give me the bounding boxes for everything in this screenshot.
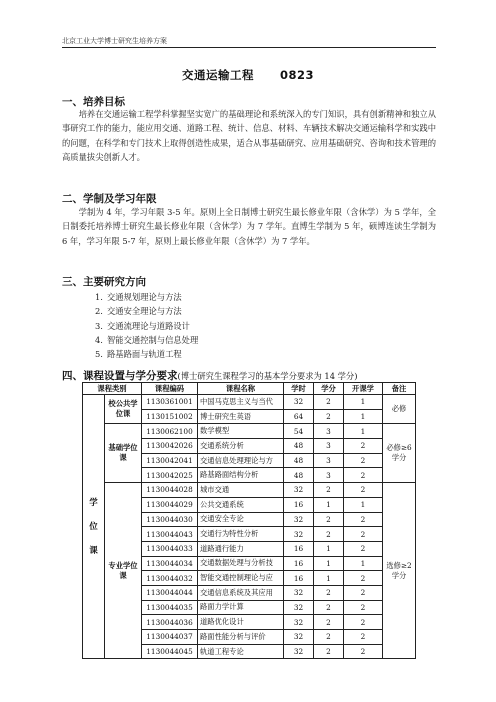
course-hours: 48 — [284, 453, 314, 468]
course-code: 1130044035 — [142, 600, 198, 615]
direction-number: 5. — [95, 349, 103, 360]
category-degree-course: 学 位 课 — [83, 395, 105, 659]
course-hours: 48 — [284, 439, 314, 454]
page-title — [0, 67, 496, 83]
remark-basic: 必修≥6学分 — [383, 424, 416, 483]
course-credits: 2 — [314, 600, 344, 615]
header-category: 课程类别 — [83, 383, 142, 395]
course-code: 1130062100 — [142, 424, 198, 439]
courses-heading-text: 四、课程设置与学分要求 — [62, 370, 178, 382]
course-name: 道路通行能力 — [198, 541, 284, 556]
course-credits: 1 — [314, 541, 344, 556]
section-heading-duration: 二、学制及学习年限 — [62, 193, 157, 205]
header-name: 课程名称 — [198, 383, 284, 395]
course-hours: 32 — [284, 600, 314, 615]
course-hours: 54 — [284, 424, 314, 439]
direction-number: 2. — [95, 306, 103, 317]
course-hours: 16 — [284, 571, 314, 586]
course-name: 博士研究生英语 — [198, 409, 284, 424]
course-code: 1130042025 — [142, 468, 198, 483]
research-direction-item — [95, 347, 198, 361]
course-hours: 64 — [284, 409, 314, 424]
header-credits: 学分 — [314, 383, 344, 395]
course-credits: 3 — [314, 424, 344, 439]
research-direction-list — [95, 290, 198, 361]
course-hours: 32 — [284, 527, 314, 542]
direction-label: 交通规划理论与方法 — [107, 292, 182, 302]
course-semester: 2 — [344, 600, 383, 615]
course-code: 1130044037 — [142, 630, 198, 645]
header-rule — [62, 47, 436, 48]
header-hours: 学时 — [284, 383, 314, 395]
course-semester: 1 — [344, 556, 383, 571]
credit-requirement-note: (博士研究生课程学习的基本学分要求为 14 学分) — [177, 371, 358, 381]
course-hours: 32 — [284, 644, 314, 659]
course-semester: 1 — [344, 409, 383, 424]
course-hours: 32 — [284, 512, 314, 527]
course-code: 1130044028 — [142, 483, 198, 498]
research-direction-item — [95, 290, 198, 304]
direction-number: 1. — [95, 292, 103, 302]
remark-major: 选修≥2学分 — [383, 483, 416, 659]
group-public: 校公共学位课 — [105, 395, 142, 424]
course-hours: 16 — [284, 497, 314, 512]
course-code: 1130044045 — [142, 644, 198, 659]
course-code: 1130044036 — [142, 615, 198, 630]
course-semester: 2 — [344, 644, 383, 659]
course-name: 交通行为特性分析 — [198, 527, 284, 542]
course-credits: 1 — [314, 571, 344, 586]
group-basic: 基础学位课 — [105, 424, 142, 483]
course-code: 1130151002 — [142, 409, 198, 424]
course-hours: 16 — [284, 556, 314, 571]
course-semester: 2 — [344, 541, 383, 556]
course-semester: 2 — [344, 512, 383, 527]
course-credits: 2 — [314, 483, 344, 498]
page-header: 北京工业大学博士研究生培养方案 — [62, 37, 167, 45]
direction-number: 4. — [95, 334, 103, 345]
course-code: 1130044032 — [142, 571, 198, 586]
section-heading-courses — [62, 368, 357, 383]
course-hours: 48 — [284, 468, 314, 483]
course-semester: 2 — [344, 615, 383, 630]
direction-label: 交通流理论与道路设计 — [107, 320, 190, 331]
course-name: 道路优化设计 — [198, 615, 284, 630]
course-name: 交通安全专论 — [198, 512, 284, 527]
course-code: 1130044030 — [142, 512, 198, 527]
course-code: 1130044034 — [142, 556, 198, 571]
course-hours: 32 — [284, 395, 314, 410]
course-credits: 2 — [314, 630, 344, 645]
course-hours: 32 — [284, 630, 314, 645]
header-code: 课程编码 — [142, 383, 198, 395]
course-credits: 2 — [314, 512, 344, 527]
course-semester: 2 — [344, 571, 383, 586]
direction-label: 智能交通控制与信息处理 — [107, 334, 199, 345]
course-code: 1130044033 — [142, 541, 198, 556]
course-name: 路基路面结构分析 — [198, 468, 284, 483]
course-credits: 2 — [314, 585, 344, 600]
course-credits: 2 — [314, 527, 344, 542]
course-semester: 2 — [344, 585, 383, 600]
course-name: 交通数据处理与分析技 — [198, 556, 284, 571]
course-code: 1130042026 — [142, 439, 198, 454]
header-semester: 开课学 — [344, 383, 383, 395]
course-name: 交通系统分析 — [198, 439, 284, 454]
course-semester: 2 — [344, 527, 383, 542]
course-hours: 32 — [284, 483, 314, 498]
course-credits: 1 — [314, 497, 344, 512]
course-credits: 2 — [314, 644, 344, 659]
course-table — [82, 382, 416, 659]
course-credits: 2 — [314, 395, 344, 410]
course-hours: 32 — [284, 585, 314, 600]
duration-paragraph: 学制为 4 年，学习年限 3-5 年。原则上全日制博士研究生最长修业年限（含休学）为 5 学年，全日制委托培养博士研究生最长修业年限（含休学）为 7 学年。直博生学制为 5 年，硕博连读生学制为 6 年，学习年限 5-7 年，原则上最长修业年限（含休学）为 7 学年。 — [62, 207, 436, 246]
course-name: 城市交通 — [198, 483, 284, 498]
course-code: 1130044029 — [142, 497, 198, 512]
course-name: 交通信息系统及其应用 — [198, 585, 284, 600]
course-code: 1130044044 — [142, 585, 198, 600]
course-semester: 1 — [344, 395, 383, 410]
direction-number: 3. — [95, 320, 103, 331]
course-code: 1130361001 — [142, 395, 198, 410]
section-heading-goal: 一、培养目标 — [62, 96, 125, 108]
goal-paragraph: 培养在交通运输工程学科掌握坚实宽广的基础理论和系统深入的专门知识，具有创新精神和独立从事研究工作的能力，能应用交通、道路工程、统计、信息、材料、车辆技术解决交通运输科学和实践中的问题，在科学和专门技术上取得创造性成果，适合从事基础研究、应用基础研究、咨询和技术管理的高质量拔尖创新人才。 — [62, 109, 436, 162]
research-direction-item — [95, 333, 198, 347]
course-name: 中国马克思主义与当代 — [198, 395, 284, 410]
research-direction-item — [95, 319, 198, 333]
program-name: 交通运输工程 — [181, 68, 254, 82]
course-semester: 2 — [344, 453, 383, 468]
course-credits: 2 — [314, 615, 344, 630]
group-major: 专业学位课 — [105, 483, 142, 659]
direction-label: 路基路面与轨道工程 — [107, 349, 182, 360]
course-credits: 2 — [314, 409, 344, 424]
course-name: 轨道工程专论 — [198, 644, 284, 659]
table-row — [83, 395, 416, 410]
remark-public: 必修 — [383, 395, 416, 424]
course-name: 公共交通系统 — [198, 497, 284, 512]
course-semester: 1 — [344, 497, 383, 512]
course-name: 路面力学计算 — [198, 600, 284, 615]
course-name: 路面性能分析与评价 — [198, 630, 284, 645]
course-name: 智能交通控制理论与应 — [198, 571, 284, 586]
section-heading-directions: 三、主要研究方向 — [62, 276, 146, 288]
table-row — [83, 424, 416, 439]
course-name: 交通信息处理理论与方 — [198, 453, 284, 468]
header-remarks: 备注 — [383, 383, 416, 395]
course-credits: 3 — [314, 439, 344, 454]
course-semester: 1 — [344, 424, 383, 439]
table-header-row — [83, 383, 416, 395]
table-row — [83, 483, 416, 498]
course-credits: 3 — [314, 453, 344, 468]
course-semester: 2 — [344, 439, 383, 454]
course-credits: 1 — [314, 556, 344, 571]
course-code: 1130044043 — [142, 527, 198, 542]
course-hours: 32 — [284, 615, 314, 630]
course-code: 1130042041 — [142, 453, 198, 468]
program-code: 0823 — [279, 68, 314, 82]
course-semester: 2 — [344, 483, 383, 498]
course-hours: 16 — [284, 541, 314, 556]
research-direction-item — [95, 304, 198, 318]
course-name: 数学模型 — [198, 424, 284, 439]
course-semester: 2 — [344, 468, 383, 483]
direction-label: 交通安全理论与方法 — [107, 306, 182, 317]
course-credits: 3 — [314, 468, 344, 483]
course-semester: 2 — [344, 630, 383, 645]
